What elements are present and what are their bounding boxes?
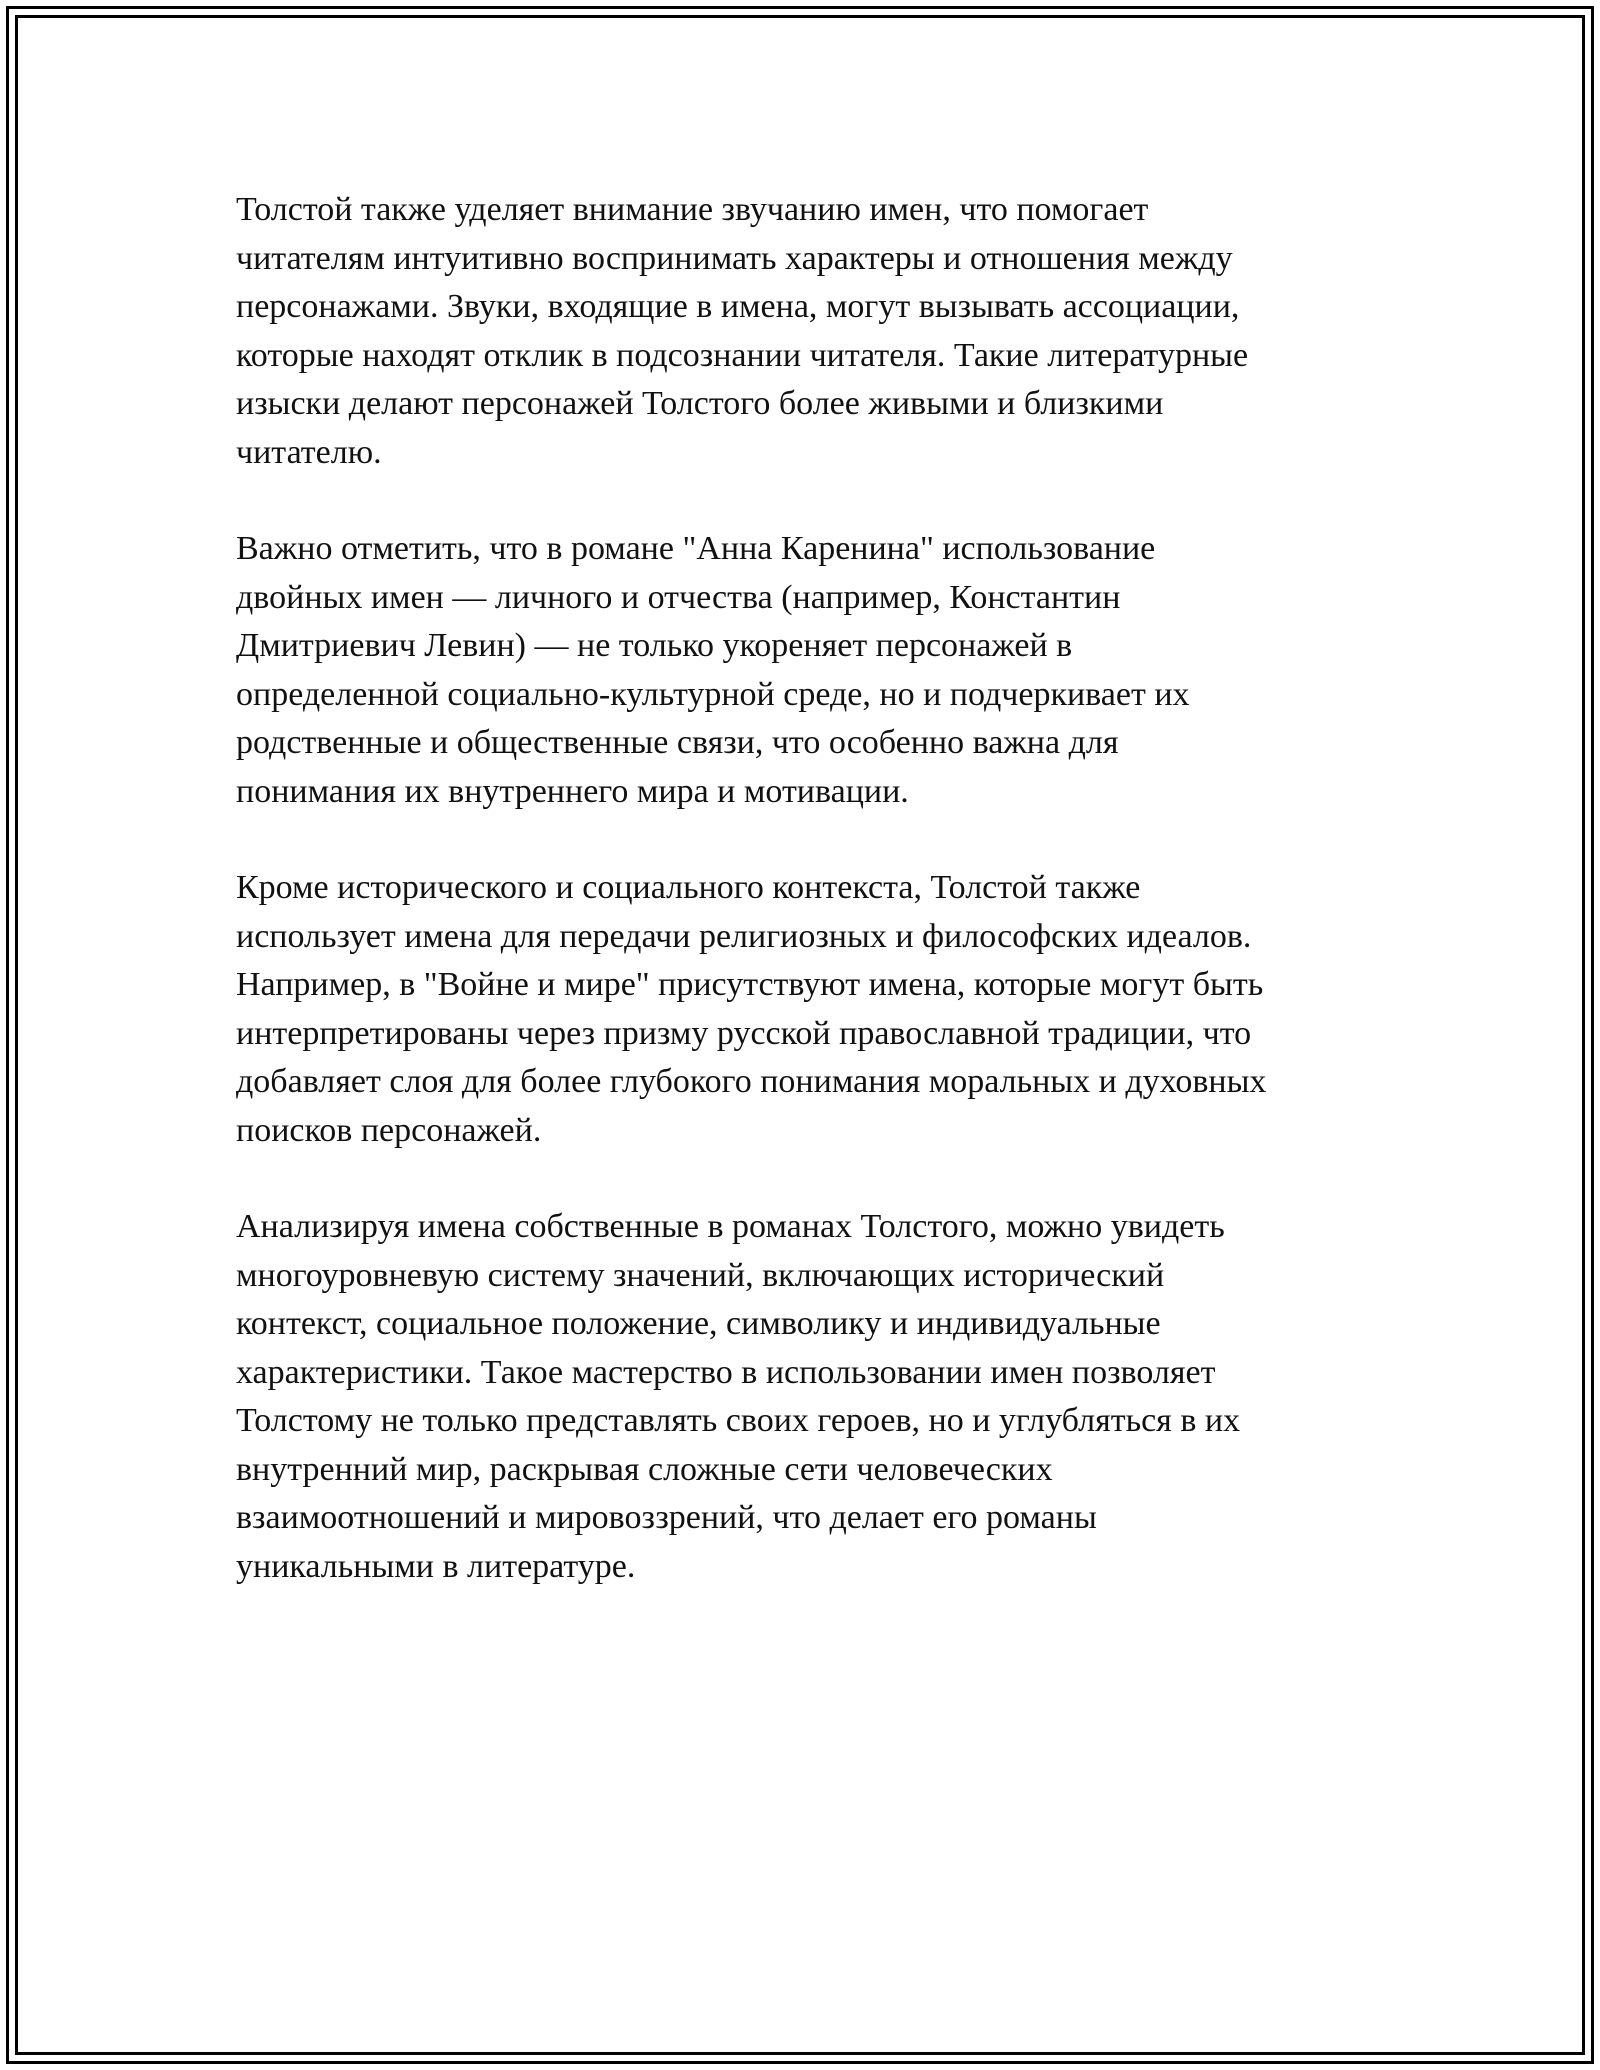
- paragraph-2: [236, 525, 1366, 816]
- text-line: поисков персонажей.: [236, 1111, 542, 1149]
- text-line: определенной социально-культурной среде, но и подчеркивает их: [236, 675, 1190, 713]
- text-line: Кроме исторического и социального контекста, Толстой также: [236, 869, 1141, 906]
- text-line: персонажами. Звуки, входящие в имена, могут вызывать ассоциации,: [236, 288, 1240, 325]
- paragraph-1: [236, 186, 1366, 477]
- text-line: добавляет слоя для более глубокого понимания моральных и духовных: [236, 1063, 1267, 1100]
- paragraph-4: [236, 1203, 1366, 1591]
- text-line: читателю.: [236, 433, 382, 471]
- text-line: Толстой также уделяет внимание звучанию имен, что помогает: [236, 191, 1149, 228]
- text-line: понимания их внутреннего мира и мотивации.: [236, 772, 909, 810]
- text-line: Дмитриевич Левин) — не только укореняет персонажей в: [236, 627, 1073, 664]
- text-line: Толстому не только представлять своих героев, но и углубляться в их: [236, 1402, 1241, 1439]
- text-line: многоуровневую систему значений, включающих исторический: [236, 1256, 1165, 1294]
- text-line: характеристики. Такое мастерство в использовании имен позволяет: [236, 1353, 1216, 1391]
- text-line: использует имена для передачи религиозных и философских идеалов.: [236, 917, 1252, 955]
- text-line: Например, в "Войне и мире" присутствуют имена, которые могут быть: [236, 966, 1264, 1003]
- text-line: интерпретированы через призму русской православной традиции, что: [236, 1014, 1252, 1052]
- text-line: Анализируя имена собственные в романах Толстого, можно увидеть: [236, 1208, 1225, 1245]
- text-line: взаимоотношений и мировоззрений, что делает его романы: [236, 1499, 1097, 1536]
- text-line: родственные и общественные связи, что особенно важна для: [236, 724, 1119, 761]
- text-line: которые находят отклик в подсознании читателя. Такие литературные: [236, 336, 1249, 374]
- text-line: внутренний мир, раскрывая сложные сети человеческих: [236, 1450, 1053, 1488]
- text-line: читателям интуитивно воспринимать характеры и отношения между: [236, 239, 1233, 277]
- text-line: контекст, социальное положение, символику и индивидуальные: [236, 1305, 1161, 1342]
- document-body: [236, 186, 1366, 1639]
- text-line: уникальными в литературе.: [236, 1547, 636, 1585]
- text-line: двойных имен — личного и отчества (например, Константин: [236, 578, 1121, 616]
- text-line: Важно отметить, что в романе "Анна Каренина" использование: [236, 530, 1156, 567]
- paragraph-3: [236, 864, 1366, 1155]
- text-line: изыски делают персонажей Толстого более живыми и близкими: [236, 385, 1164, 422]
